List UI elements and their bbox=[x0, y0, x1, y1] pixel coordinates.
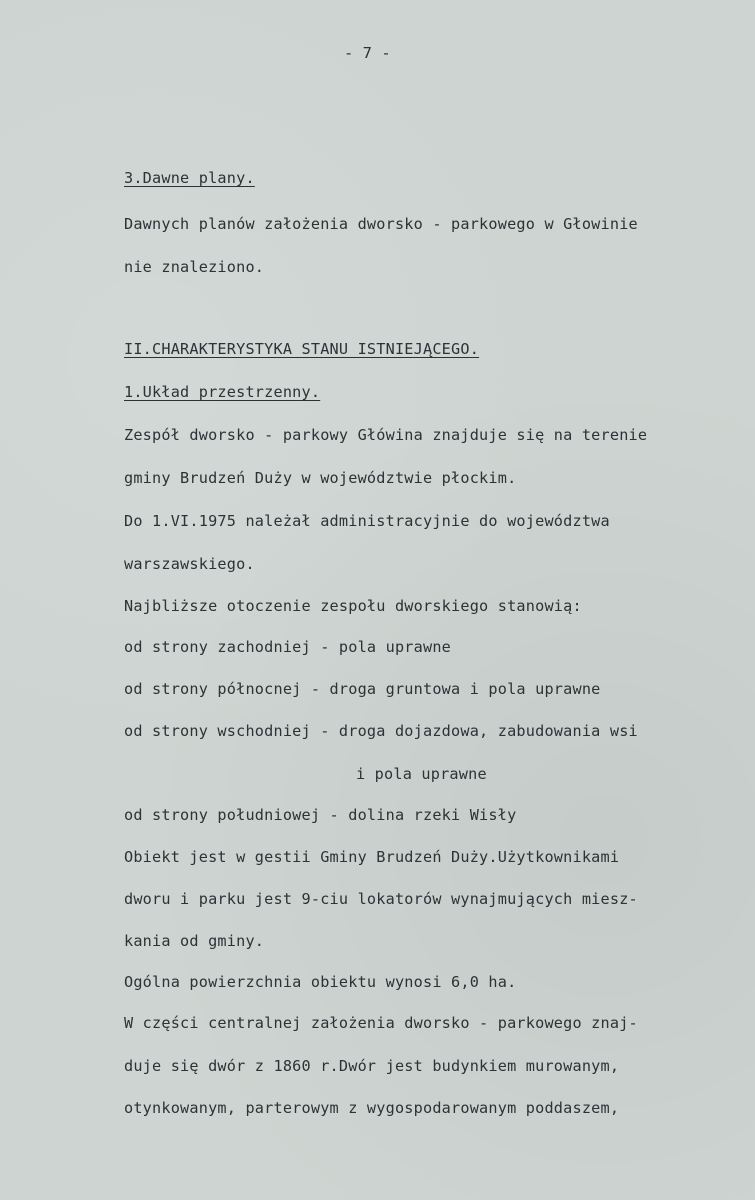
body-line: od strony zachodniej - pola uprawne bbox=[124, 638, 452, 656]
body-line: Zespół dworsko - parkowy Główina znajduje się na terenie bbox=[124, 426, 648, 444]
chapter-heading: II.CHARAKTERYSTYKA STANU ISTNIEJĄCEGO. bbox=[124, 340, 480, 358]
page-number: - 7 - bbox=[344, 44, 391, 62]
body-line: W części centralnej założenia dworsko - parkowego znaj- bbox=[124, 1014, 638, 1032]
body-line: i pola uprawne bbox=[356, 765, 487, 783]
old-plans-text-line-1: Dawnych planów założenia dworsko - parkowego w Głowinie bbox=[124, 215, 638, 233]
body-line: Obiekt jest w gestii Gminy Brudzeń Duży.Użytkownikami bbox=[124, 848, 620, 866]
spatial-layout-heading: 1.Układ przestrzenny. bbox=[124, 383, 321, 401]
body-line: warszawskiego. bbox=[124, 555, 255, 573]
body-line: Najbliższe otoczenie zespołu dworskiego stanowią: bbox=[124, 597, 582, 615]
old-plans-text-line-2: nie znaleziono. bbox=[124, 258, 265, 276]
body-line: Do 1.VI.1975 należał administracyjnie do województwa bbox=[124, 512, 610, 530]
body-line: duje się dwór z 1860 r.Dwór jest budynkiem murowanym, bbox=[124, 1057, 620, 1075]
body-line: od strony południowej - dolina rzeki Wisły bbox=[124, 806, 517, 824]
body-line: gminy Brudzeń Duży w województwie płockim. bbox=[124, 469, 517, 487]
body-line: kania od gminy. bbox=[124, 932, 265, 950]
old-plans-heading: 3.Dawne plany. bbox=[124, 169, 255, 187]
body-line: Ogólna powierzchnia obiektu wynosi 6,0 ha. bbox=[124, 973, 517, 991]
body-line: od strony wschodniej - droga dojazdowa, zabudowania wsi bbox=[124, 722, 638, 740]
body-line: otynkowanym, parterowym z wygospodarowanym poddaszem, bbox=[124, 1099, 620, 1117]
body-line: od strony północnej - droga gruntowa i pola uprawne bbox=[124, 680, 601, 698]
body-line: dworu i parku jest 9-ciu lokatorów wynajmujących miesz- bbox=[124, 890, 638, 908]
